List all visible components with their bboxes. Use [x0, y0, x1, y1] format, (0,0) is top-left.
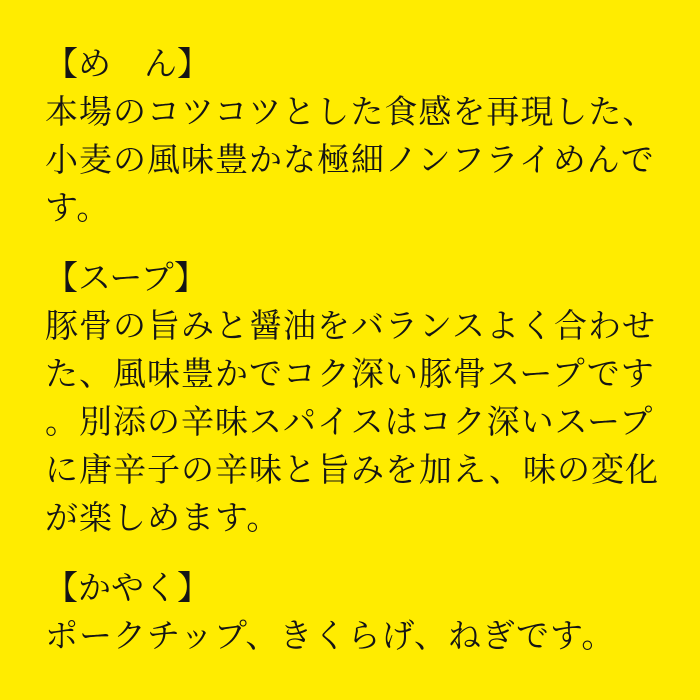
section-soup-heading: 【スープ】	[45, 258, 208, 297]
section-soup-line-1: 豚骨の旨みと醤油をバランスよく合わせ	[45, 306, 657, 345]
section-noodles-line-2: 小麦の風味豊かな極細ノンフライめんで	[45, 140, 655, 179]
section-toppings-heading: 【かやく】	[45, 568, 210, 607]
section-noodles-line-3: す。	[45, 188, 111, 227]
section-soup-line-3: 。別添の辛味スパイスはコク深いスープ	[45, 402, 654, 441]
section-noodles	[45, 40, 660, 232]
section-soup-line-2: た、風味豊かでコク深い豚骨スープです	[45, 354, 655, 393]
section-noodles-heading: 【め ん】	[45, 44, 210, 83]
section-soup-line-4: に唐辛子の辛味と旨みを加え、味の変化	[45, 450, 659, 489]
section-soup-line-5: が楽しめます。	[45, 498, 281, 537]
section-noodles-line-1: 本場のコツコツとした食感を再現した、	[45, 92, 657, 131]
section-toppings	[45, 564, 660, 660]
section-toppings-line-1: ポークチップ、きくらげ、ねぎです。	[45, 616, 616, 655]
section-soup	[45, 254, 660, 542]
